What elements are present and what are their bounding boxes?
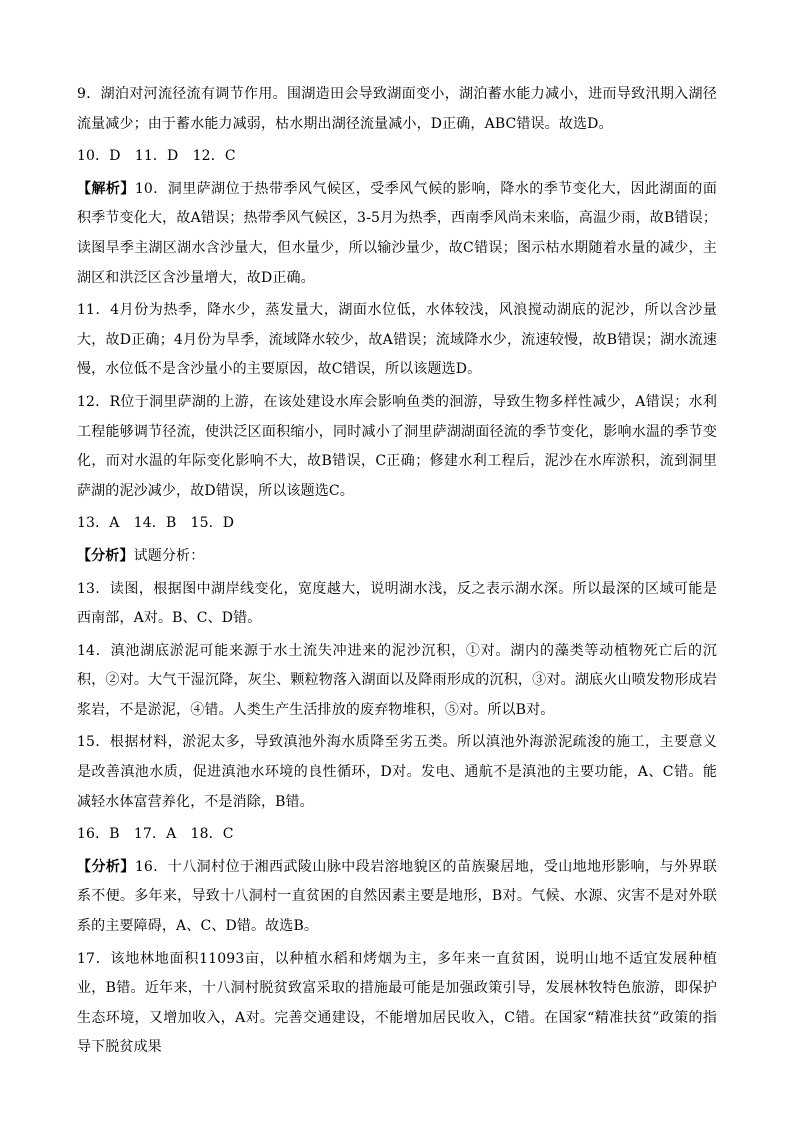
paragraph-text: 15．根据材料，淤泥太多，导致滇池外海水质降至劣五类。所以滇池外海淤泥疏浚的施工，主要意义是改善滇池水质，促进滇池水环境的良性循环，D对。发电、通航不是滇池的主要功能，A、C错。能减轻水体富营养化，不是消除，B错。 <box>77 734 717 810</box>
answer-document <box>77 80 717 1063</box>
explanation-q17 <box>77 945 717 1063</box>
answer-key-10-12 <box>77 142 717 172</box>
answer-key-13-15 <box>77 509 717 539</box>
explanation-q15 <box>77 728 717 817</box>
paragraph-text: 10．D 11．D 12．C <box>77 148 236 165</box>
explanation-q12 <box>77 388 717 506</box>
paragraph-text: 13．A 14．B 15．D <box>77 515 235 532</box>
section-label: 【解析】 <box>77 180 135 197</box>
section-label: 【分析】 <box>77 547 134 564</box>
paragraph-text: 10．洞里萨湖位于热带季风气候区，受季风气候的影响，降水的季节变化大，因此湖面的面积季节变化大，故A错误；热带季风气候区，3-5月为热季，西南季风尚未来临，高温少雨，故B错误；读图旱季主湖区湖水含沙量大，但水量少，所以输沙量少，故C错误；图示枯水期随着水量的减少，主湖区和洪泛区含沙量增大，故D正确。 <box>77 180 717 286</box>
paragraph-text: 14．滇池湖底淤泥可能来源于水土流失冲进来的泥沙沉积，①对。湖内的藻类等动植物死亡后的沉积，②对。大气干湿沉降，灰尘、颗粒物落入湖面以及降雨形成的沉积，③对。湖底火山喷发物形成岩浆岩，不是淤泥，④错。人类生产生活排放的废弃物堆积，⑤对。所以B对。 <box>77 642 717 718</box>
paragraph-text: 13．读图，根据图中湖岸线变化，宽度越大，说明湖水浅，反之表示湖水深。所以最深的区域可能是西南部，A对。B、C、D错。 <box>77 580 717 627</box>
paragraph-text: 12．R位于洞里萨湖的上游，在该处建设水库会影响鱼类的洄游，导致生物多样性减少，A错误；水利工程能够调节径流，使洪泛区面积缩小，同时减小了洞里萨湖湖面径流的季节变化，影响水温的季节变化，而对水温的年际变化影响不大，故B错误，C正确；修建水利工程后，泥沙在水库淤积，流到洞里萨湖的泥沙减少，故D错误，所以该题选C。 <box>77 393 717 499</box>
explanation-q16 <box>77 853 717 942</box>
paragraph-text: 9．湖泊对河流径流有调节作用。围湖造田会导致湖面变小，湖泊蓄水能力减小，进而导致汛期入湖径流量减少；由于蓄水能力减弱，枯水期出湖径流量减小，D正确，ABC错误。故选D。 <box>77 86 717 132</box>
paragraph-text: 17．该地林地面积11093亩，以种植水稻和烤烟为主，多年来一直贫困，说明山地不适宜发展种植业，B错。近年来，十八洞村脱贫致富采取的措施最可能是加强政策引导，发展林牧特色旅游，即保护生态环境，又增加收入，A对。完善交通建设，不能增加居民收入，C错。在国家“精准扶贫”政策的指导下脱贫成果 <box>77 950 717 1056</box>
section-label: 【分析】 <box>77 858 135 875</box>
explanation-q14 <box>77 637 717 726</box>
explanation-q9 <box>77 80 717 139</box>
paragraph-text: 16．十八洞村位于湘西武陵山脉中段岩溶地貌区的苗族聚居地，受山地地形影响，与外界联系不便。多年来，导致十八洞村一直贫困的自然因素主要是地形，B对。气候、水源、灾害不是对外联系的主要障碍，A、C、D错。故选B。 <box>77 858 717 935</box>
explanation-q13 <box>77 575 717 634</box>
analysis-heading-13 <box>77 542 717 572</box>
paragraph-text: 11．4月份为热季，降水少，蒸发量大，湖面水位低，水体较浅，风浪搅动湖底的泥沙，所以含沙量大，故D正确；4月份为旱季，流域降水较少，故A错误；流域降水少，流速较慢，故B错误；湖水流速慢，水位低不是含沙量小的主要原因，故C错误，所以该题选D。 <box>77 302 717 378</box>
explanation-q10 <box>77 175 717 293</box>
answer-key-16-18 <box>77 820 717 850</box>
paragraph-text: 试题分析： <box>133 547 205 564</box>
explanation-q11 <box>77 296 717 385</box>
paragraph-text: 16．B 17．A 18．C <box>77 826 234 843</box>
